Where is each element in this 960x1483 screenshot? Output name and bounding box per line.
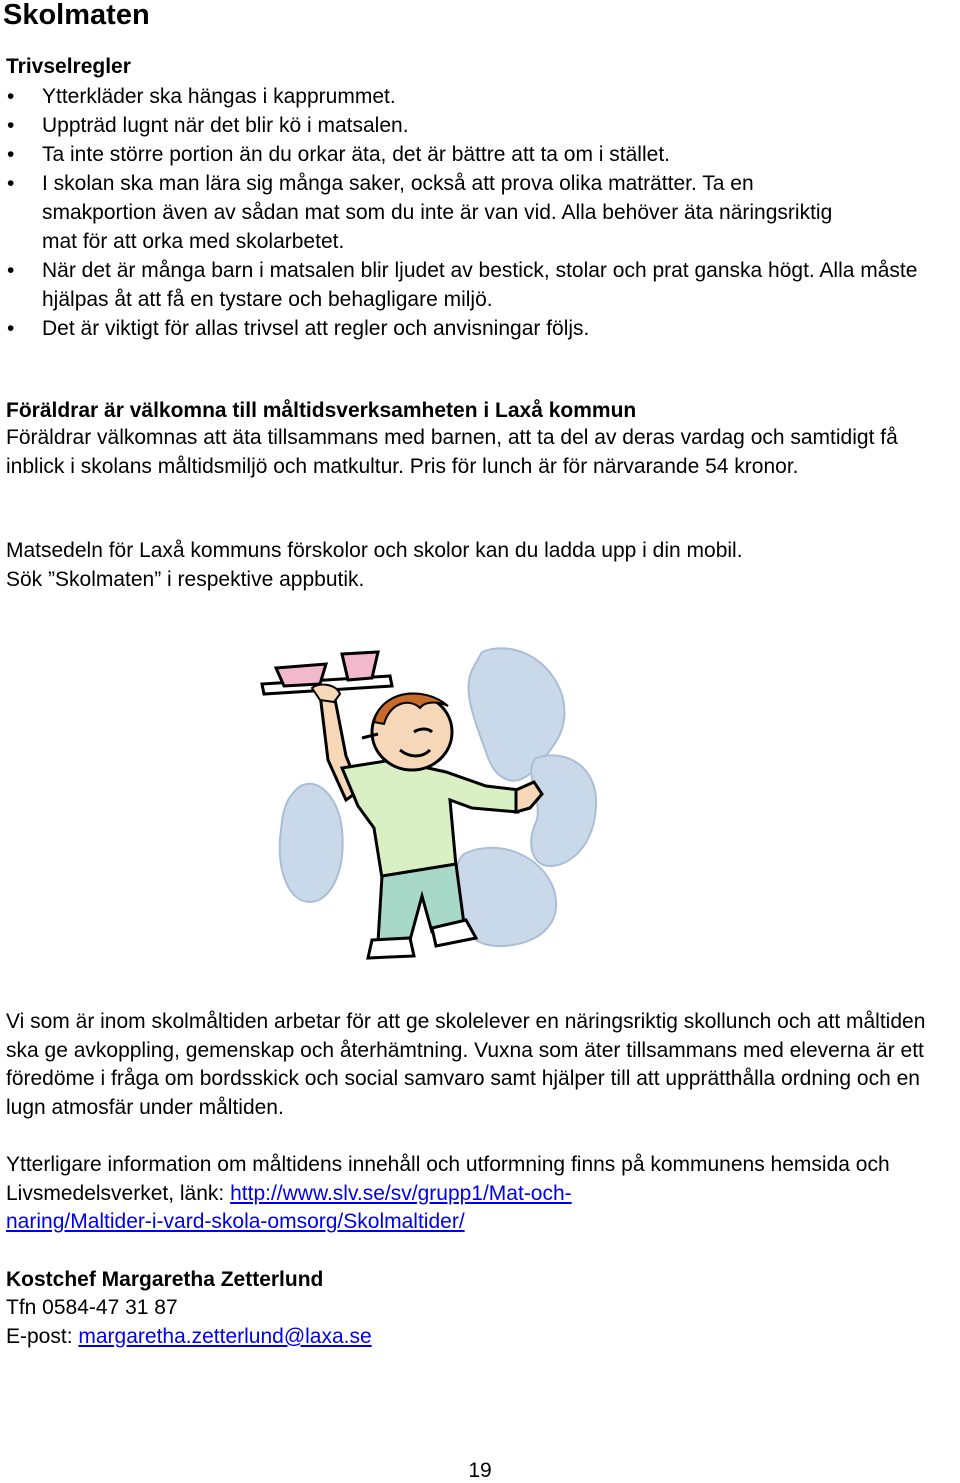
- app-line-1: Matsedeln för Laxå kommuns förskolor och skolor kan du ladda upp i din mobil.: [6, 539, 743, 562]
- rule-item: [0, 111, 958, 140]
- parents-heading: Föräldrar är välkomna till måltidsverksamheten i Laxå kommun: [6, 399, 637, 422]
- info-text: Ytterligare information om måltidens innehåll och utformning finns på kommunens hemsida och Livsmedelsverket, länk:: [6, 1153, 890, 1205]
- rule-item: [0, 256, 958, 314]
- contact-name: Kostchef Margaretha Zetterlund: [6, 1268, 324, 1291]
- rules-list: [0, 82, 958, 343]
- info-paragraph: [6, 1151, 958, 1237]
- rule-item: [0, 140, 958, 169]
- rule-text: Uppträd lugnt när det blir kö i matsalen.: [42, 114, 409, 137]
- parents-paragraph: Föräldrar välkomnas att äta tillsammans med barnen, att ta del av deras vardag och samtidigt få inblick i skolans måltidsmiljö och matkultur. Pris för lunch är för närvarande 54 kronor.: [6, 426, 898, 478]
- page-number: 19: [468, 1459, 492, 1482]
- app-line-2: Sök ”Skolmaten” i respektive appbutik.: [6, 567, 365, 591]
- rules-heading: Trivselregler: [6, 55, 131, 78]
- contact-details: [6, 1294, 958, 1351]
- bullet-icon: •: [7, 172, 15, 195]
- bullet-icon: •: [7, 114, 15, 137]
- link-line-1: http://www.slv.se/sv/grupp1/Mat-och-: [230, 1181, 572, 1205]
- waiter-boy-illustration: [250, 640, 630, 970]
- email-label: E-post:: [6, 1324, 79, 1348]
- rule-text: I skolan ska man lära sig många saker, också att prova olika maträtter. Ta en smakportion även av sådan mat som du inte är van vid. Alla behöver äta näringsriktig mat för att orka med skolarbetet.: [42, 172, 833, 253]
- rule-text: Ta inte större portion än du orkar äta, det är bättre att ta om i stället.: [42, 143, 670, 166]
- bullet-icon: •: [7, 85, 15, 108]
- bullet-icon: •: [7, 259, 15, 282]
- email-link[interactable]: margaretha.zetterlund@laxa.se: [78, 1324, 372, 1348]
- bullet-icon: •: [7, 317, 15, 340]
- rule-text: Ytterkläder ska hängas i kapprummet.: [42, 85, 396, 108]
- rule-item: [0, 169, 958, 256]
- link-line-2: naring/Maltider-i-vard-skola-omsorg/Skolmaltider/: [6, 1210, 465, 1234]
- mealtime-paragraph: Vi som är inom skolmåltiden arbetar för att ge skolelever en näringsriktig skollunch och att måltiden ska ge avkoppling, gemenskap och återhämtning. Vuxna som äter tillsammans med eleverna är ett föredöme i fråga om bordsskick och social samvaro samt hjälper till att upprätthålla ordning och en lugn atmosfär under måltiden.: [6, 1010, 926, 1119]
- rule-item: [0, 314, 958, 343]
- waiter-boy-carrying-bowls-icon: [262, 648, 596, 958]
- app-paragraph: [6, 537, 958, 594]
- rule-text: När det är många barn i matsalen blir ljudet av bestick, stolar och prat ganska högt. Alla måste hjälpas åt att få en tystare och behagligare miljö.: [42, 259, 918, 311]
- page-title: Skolmaten: [3, 0, 150, 31]
- rule-item: [0, 82, 958, 111]
- bullet-icon: •: [7, 143, 15, 166]
- contact-phone: Tfn 0584-47 31 87: [6, 1296, 178, 1319]
- rule-text: Det är viktigt för allas trivsel att regler och anvisningar följs.: [42, 317, 590, 340]
